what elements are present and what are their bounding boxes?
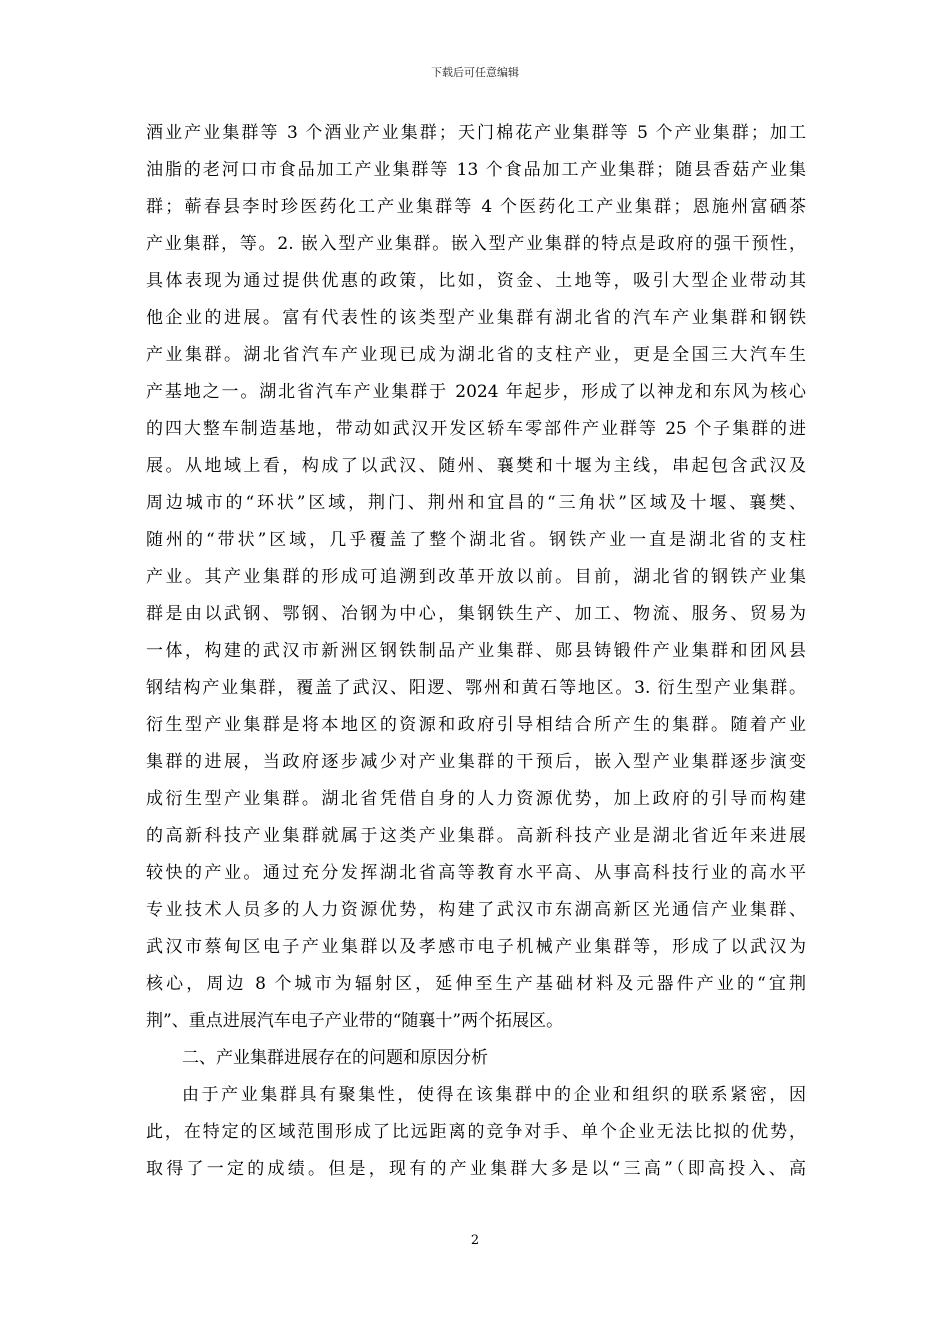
text-line: 的高新科技产业集群就属于这类产业集群。高新科技产业是湖北省近年来进展 — [146, 826, 806, 846]
text-line: 产业集群，等。2. 嵌入型产业集群。嵌入型产业集群的特点是政府的强干预性， — [146, 234, 806, 254]
text-line: 荆”、重点进展汽车电子产业带的“随襄十”两个拓展区。 — [146, 1011, 564, 1031]
section-heading: 二、产业集群进展存在的问题和原因分析 — [182, 1048, 488, 1068]
page-number: 2 — [470, 1233, 480, 1248]
text-line: 产业。其产业集群的形成可追溯到改革开放以前。目前，湖北省的钢铁产业集 — [146, 567, 806, 587]
text-line: 专业技术人员多的人力资源优势，构建了武汉市东湖高新区光通信产业集群、 — [146, 900, 806, 920]
text-line: 较快的产业。通过充分发挥湖北省高等教育水平高、从事高科技行业的高水平 — [146, 863, 806, 883]
text-line: 此，在特定的区域范围形成了比远距离的竞争对手、单个企业无法比拟的优势， — [146, 1122, 806, 1142]
text-line: 油脂的老河口市食品加工产业集群等 13 个食品加工产业集群；随县香菇产业集 — [146, 160, 806, 180]
paragraph-problems-analysis — [146, 1077, 806, 1188]
text-line: 他企业的进展。富有代表性的该类型产业集群有湖北省的汽车产业集群和钢铁 — [146, 308, 806, 328]
text-line: 武汉市蔡甸区电子产业集群以及孝感市电子机械产业集群等，形成了以武汉为 — [146, 937, 806, 957]
text-line: 核心，周边 8 个城市为辐射区，延伸至生产基础材料及元器件产业的“宜荆 — [146, 974, 806, 994]
text-line: 的四大整车制造基地，带动如武汉开发区轿车零部件产业群等 25 个子集群的进 — [146, 419, 806, 439]
text-line: 展。从地域上看，构成了以武汉、随州、襄樊和十堰为主线，串起包含武汉及 — [146, 456, 806, 476]
page-header: 下载后可任意编辑 — [431, 66, 519, 79]
paragraph-industry-clusters — [146, 115, 806, 1040]
text-line: 一体，构建的武汉市新洲区钢铁制品产业集群、郧县铸锻件产业集群和团风县 — [146, 641, 806, 661]
text-line: 产业集群。湖北省汽车产业现已成为湖北省的支柱产业，更是全国三大汽车生 — [146, 345, 806, 365]
text-line: 由于产业集群具有聚集性，使得在该集群中的企业和组织的联系紧密，因 — [182, 1085, 806, 1105]
text-line: 随州的“带状”区域，几乎覆盖了整个湖北省。钢铁产业一直是湖北省的支柱 — [146, 530, 806, 550]
text-line: 酒业产业集群等 3 个酒业产业集群；天门棉花产业集群等 5 个产业集群；加工 — [146, 123, 806, 143]
text-line: 钢结构产业集群，覆盖了武汉、阳逻、鄂州和黄石等地区。3. 衍生型产业集群。 — [146, 678, 806, 698]
text-line: 周边城市的“环状”区域，荆门、荆州和宜昌的“三角状”区域及十堰、襄樊、 — [146, 493, 806, 513]
text-line: 具体表现为通过提供优惠的政策，比如，资金、土地等，吸引大型企业带动其 — [146, 271, 806, 291]
text-line: 群；蕲春县李时珍医药化工产业集群等 4 个医药化工产业集群；恩施州富硒茶 — [146, 197, 806, 217]
text-line: 衍生型产业集群是将本地区的资源和政府引导相结合所产生的集群。随着产业 — [146, 715, 806, 735]
text-line: 取得了一定的成绩。但是，现有的产业集群大多是以“三高”（即高投入、高 — [146, 1159, 806, 1179]
text-line: 集群的进展，当政府逐步减少对产业集群的干预后，嵌入型产业集群逐步演变 — [146, 752, 806, 772]
text-line: 群是由以武钢、鄂钢、冶钢为中心，集钢铁生产、加工、物流、服务、贸易为 — [146, 604, 806, 624]
text-line: 成衍生型产业集群。湖北省凭借自身的人力资源优势，加上政府的引导而构建 — [146, 789, 806, 809]
document-body — [146, 115, 806, 1188]
text-line: 产基地之一。湖北省汽车产业集群于 2024 年起步，形成了以神龙和东风为核心 — [146, 382, 806, 402]
